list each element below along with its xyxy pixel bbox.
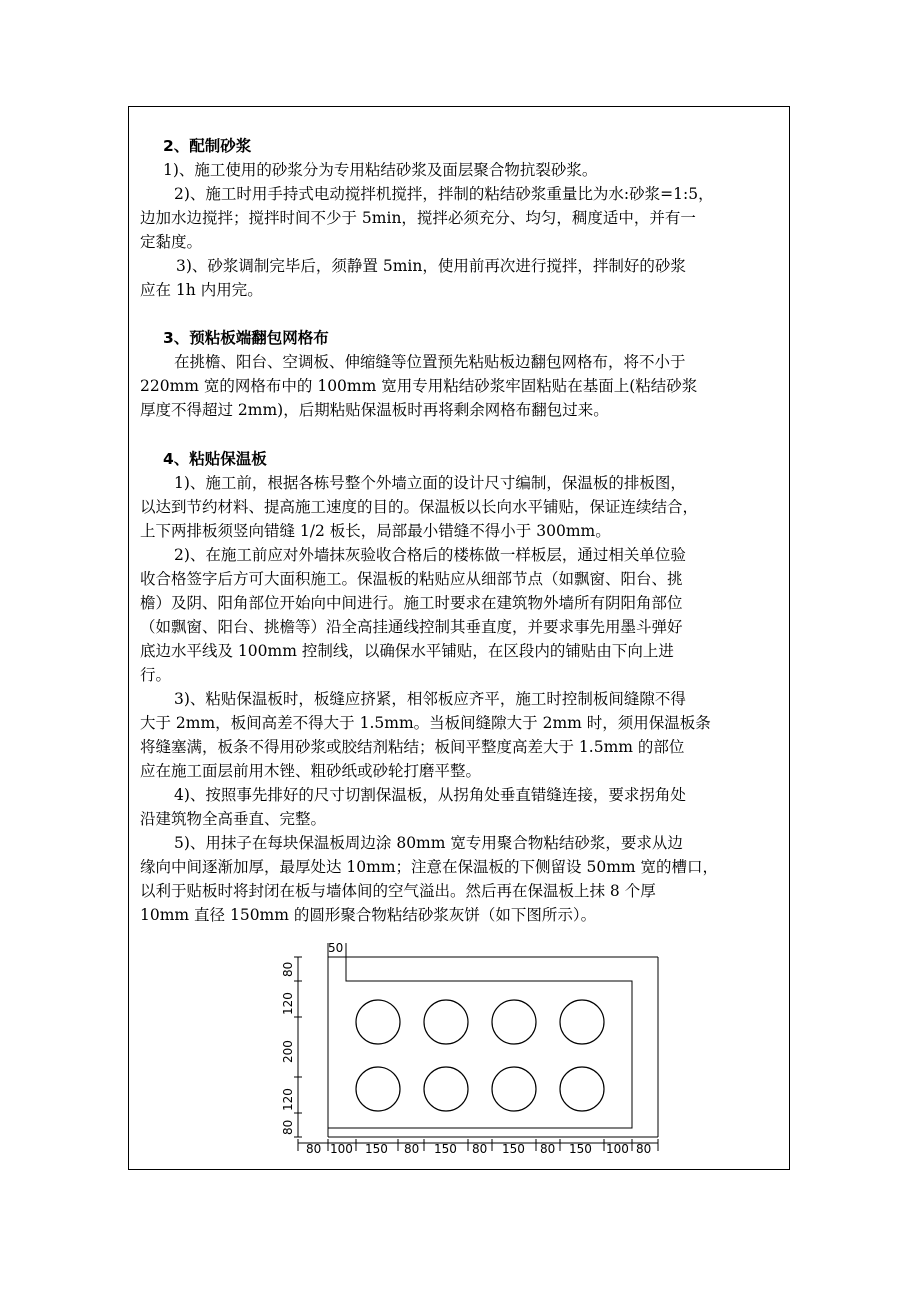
bottom-dimension-label: 150 <box>434 1142 457 1156</box>
bottom-dimension-label: 150 <box>365 1142 388 1156</box>
mortar-dab <box>560 1000 604 1044</box>
bottom-dimension-label: 80 <box>306 1142 322 1156</box>
paragraph-line: 底边水平线及 100mm 控制线，以确保水平铺贴，在区段内的铺贴由下向上进 <box>140 642 674 660</box>
paragraph-line: 应在 1h 内用完。 <box>140 281 263 299</box>
paragraph-line: 在挑檐、阳台、空调板、伸缩缝等位置预先粘贴板边翻包网格布，将不小于 <box>174 353 686 371</box>
paragraph-line: 2)、施工时用手持式电动搅拌机搅拌，拌制的粘结砂浆重量比为水:砂浆=1:5， <box>174 185 714 203</box>
paragraph-line: 2)、在施工前应对外墙抹灰验收合格后的楼栋做一样板层，通过相关单位验 <box>174 546 686 564</box>
paragraph-line: 5)、用抹子在每块保温板周边涂 80mm 宽专用聚合物粘结砂浆，要求从边 <box>174 834 683 852</box>
mortar-dab <box>356 1067 400 1111</box>
bottom-dimension-label: 150 <box>502 1142 525 1156</box>
paragraph-line: 4)、按照事先排好的尺寸切割保温板，从拐角处垂直错缝连接，要求拐角处 <box>174 786 686 804</box>
left-dimension-label: 120 <box>281 1088 295 1111</box>
paragraph-line: 沿建筑物全高垂直、完整。 <box>140 810 327 828</box>
bottom-dimension-label: 150 <box>569 1142 592 1156</box>
paragraph-line: 厚度不得超过 2mm)，后期粘贴保温板时再将剩余网格布翻包过来。 <box>140 401 609 419</box>
paragraph-line: 1)、施工前，根据各栋号整个外墙立面的设计尺寸编制，保温板的排板图， <box>174 474 686 492</box>
bottom-dimension-label: 80 <box>472 1142 488 1156</box>
paragraph-line: 定黏度。 <box>140 233 203 251</box>
left-dimension-label: 120 <box>281 992 295 1015</box>
bottom-dimension-label: 80 <box>636 1142 652 1156</box>
left-dimension-label: 80 <box>281 961 295 977</box>
mortar-dab <box>356 1000 400 1044</box>
bottom-dimension-label: 100 <box>606 1142 629 1156</box>
paragraph-line: 1)、施工使用的砂浆分为专用粘结砂浆及面层聚合物抗裂砂浆。 <box>163 161 598 179</box>
mortar-dab <box>492 1000 536 1044</box>
paragraph-line: （如飘窗、阳台、挑檐等）沿全高挂通线控制其垂直度，并要求事先用墨斗弹好 <box>140 618 683 636</box>
section-3-heading: 3、预粘板端翻包网格布 <box>163 329 329 347</box>
section-2 <box>140 134 785 302</box>
insulation-board-diagram <box>270 935 670 1157</box>
paragraph-line: 将缝塞满，板条不得用砂浆或胶结剂粘结；板间平整度高差大于 1.5mm 的部位 <box>140 738 685 756</box>
paragraph-line: 上下两排板须竖向错缝 1/2 板长，局部最小错缝不得小于 300mm。 <box>140 522 611 540</box>
left-dimension-label: 80 <box>281 1119 295 1135</box>
paragraph-line: 220mm 宽的网格布中的 100mm 宽用专用粘结砂浆牢固粘贴在基面上(粘结砂浆 <box>140 377 698 395</box>
bottom-dimension-label: 100 <box>330 1142 353 1156</box>
paragraph-line: 收合格签字后方可大面积施工。保温板的粘贴应从细部节点（如飘窗、阳台、挑 <box>140 570 683 588</box>
paragraph-line: 边加水边搅拌；搅拌时间不少于 5min，搅拌必须充分、均匀，稠度适中，并有一 <box>140 209 696 227</box>
mortar-band-outline <box>328 957 632 1128</box>
paragraph-line: 行。 <box>140 666 172 684</box>
mortar-dab <box>424 1000 468 1044</box>
mortar-dab <box>492 1067 536 1111</box>
paragraph-line: 3)、粘贴保温板时，板缝应挤紧，相邻板应齐平，施工时控制板间缝隙不得 <box>174 690 686 708</box>
bottom-dimension-label: 80 <box>404 1142 420 1156</box>
paragraph-line: 以利于贴板时将封闭在板与墙体间的空气溢出。然后再在保温板上抹 8 个厚 <box>140 882 656 900</box>
paragraph-line: 10mm 直径 150mm 的圆形聚合物粘结砂浆灰饼（如下图所示）。 <box>140 906 597 924</box>
bottom-dimension-label: 80 <box>540 1142 556 1156</box>
mortar-dab <box>424 1067 468 1111</box>
section-4 <box>140 447 785 927</box>
paragraph-line: 3)、砂浆调制完毕后，须静置 5min，使用前再次进行搅拌，拌制好的砂浆 <box>176 257 686 275</box>
left-dimension-label: 200 <box>281 1040 295 1063</box>
section-3 <box>140 326 785 422</box>
paragraph-line: 以达到节约材料、提高施工速度的目的。保温板以长向水平铺贴，保证连续结合， <box>140 498 699 516</box>
section-4-heading: 4、粘贴保温板 <box>163 450 267 468</box>
paragraph-line: 缘向中间逐渐加厚，最厚处达 10mm；注意在保温板的下侧留设 50mm 宽的槽口， <box>140 858 719 876</box>
paragraph-line: 大于 2mm，板间高差不得大于 1.5mm。当板间缝隙大于 2mm 时，须用保温板条 <box>140 714 711 732</box>
paragraph-line: 檐）及阴、阳角部位开始向中间进行。施工时要求在建筑物外墙所有阴阳角部位 <box>140 594 683 612</box>
top-dimension-label: 50 <box>328 941 344 955</box>
mortar-dab <box>560 1067 604 1111</box>
paragraph-line: 应在施工面层前用木锉、粗砂纸或砂轮打磨平整。 <box>140 762 482 780</box>
section-2-heading: 2、配制砂浆 <box>163 137 252 155</box>
